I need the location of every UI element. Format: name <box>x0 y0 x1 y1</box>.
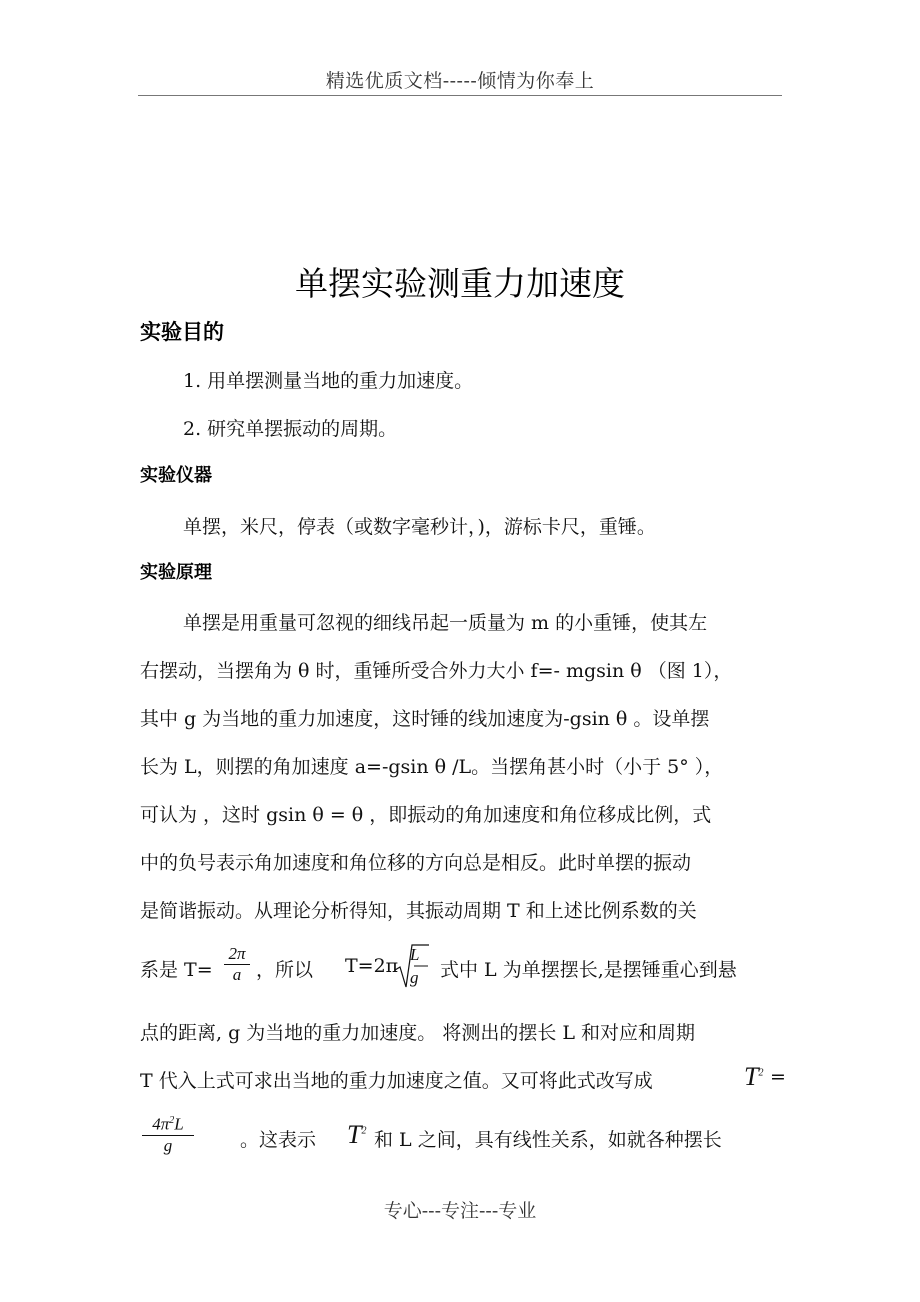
principle-line-9: 点的距离, g 为当地的重力加速度。 将测出的摆长 L 和对应和周期 <box>140 1022 696 1044</box>
line11-this-shows: 。这表示 <box>240 1129 317 1151</box>
formula-line-so: ，所以 <box>256 959 314 981</box>
section-heading-apparatus: 实验仪器 <box>140 465 212 486</box>
page-footer: 专心---专注---专业 <box>383 1200 537 1222</box>
principle-line-3: 其中 g 为当地的重力加速度，这时锤的线加速度为-gsin θ 。设单摆 <box>140 708 710 730</box>
fraction-4pi2L-over-g <box>142 1112 194 1155</box>
line11-rest: 和 L 之间，具有线性关系，如就各种摆长 <box>374 1129 722 1151</box>
den-g: g <box>163 1135 173 1155</box>
section-heading-principle: 实验原理 <box>140 562 212 583</box>
superscript-2: 2 <box>758 1067 764 1079</box>
num-sup: 2 <box>169 1115 175 1126</box>
principle-line-4: 长为 L，则摆的角加速度 a=-gsin θ /L。当摆角甚小时（小于 5° ）， <box>140 756 724 778</box>
formula-t-equals-2pi: T=2π <box>345 955 399 977</box>
page-header: 精选优质文档-----倾情为你奉上 <box>325 70 595 92</box>
fraction-denominator: a <box>232 965 242 984</box>
superscript-2b: 2 <box>361 1125 367 1137</box>
section-heading-purpose: 实验目的 <box>140 320 224 344</box>
formula-line-prefix: 系是 T= <box>140 959 213 981</box>
apparatus-text: 单摆，米尺，停表（或数字毫秒计，)，游标卡尺，重锤。 <box>183 516 656 538</box>
principle-line-7: 是简谐振动。从理论分析得知，其振动周期 T 和上述比例系数的关 <box>140 900 697 922</box>
header-divider <box>138 95 782 96</box>
num-4pi: 4π <box>152 1114 170 1134</box>
principle-line-1: 单摆是用重量可忽视的细线吊起一质量为 m 的小重锤，使其左 <box>183 612 708 634</box>
num-L: L <box>174 1114 184 1134</box>
t-squared <box>744 1062 763 1092</box>
purpose-item-1: 1. 用单摆测量当地的重力加速度。 <box>183 370 474 392</box>
fraction-2pi-over-a <box>224 945 250 984</box>
t-symbol-2: T <box>347 1120 362 1149</box>
principle-line-2: 右摆动，当摆角为 θ 时，重锤所受合外力大小 f=- mgsin θ （图 1）， <box>140 660 733 682</box>
principle-line-10: T 代入上式可求出当地的重力加速度之值。又可将此式改写成 <box>140 1070 653 1092</box>
formula-line-suffix: 式中 L 为单摆摆长,是摆锤重心到悬 <box>440 959 737 981</box>
t-squared-2 <box>347 1120 366 1150</box>
document-title: 单摆实验测重力加速度 <box>295 264 625 303</box>
t-symbol: T <box>744 1062 759 1091</box>
equals-sign: = <box>770 1066 786 1088</box>
sqrt-denominator: g <box>410 968 419 987</box>
purpose-item-2: 2. 研究单摆振动的周期。 <box>183 418 398 440</box>
principle-line-6: 中的负号表示角加速度和角位移的方向总是相反。此时单摆的振动 <box>140 852 692 874</box>
sqrt-numerator: L <box>410 945 420 964</box>
fraction-numerator: 2π <box>228 944 246 963</box>
principle-line-5: 可认为 ，这时 gsin θ = θ ，即振动的角加速度和角位移成比例，式 <box>140 804 712 826</box>
